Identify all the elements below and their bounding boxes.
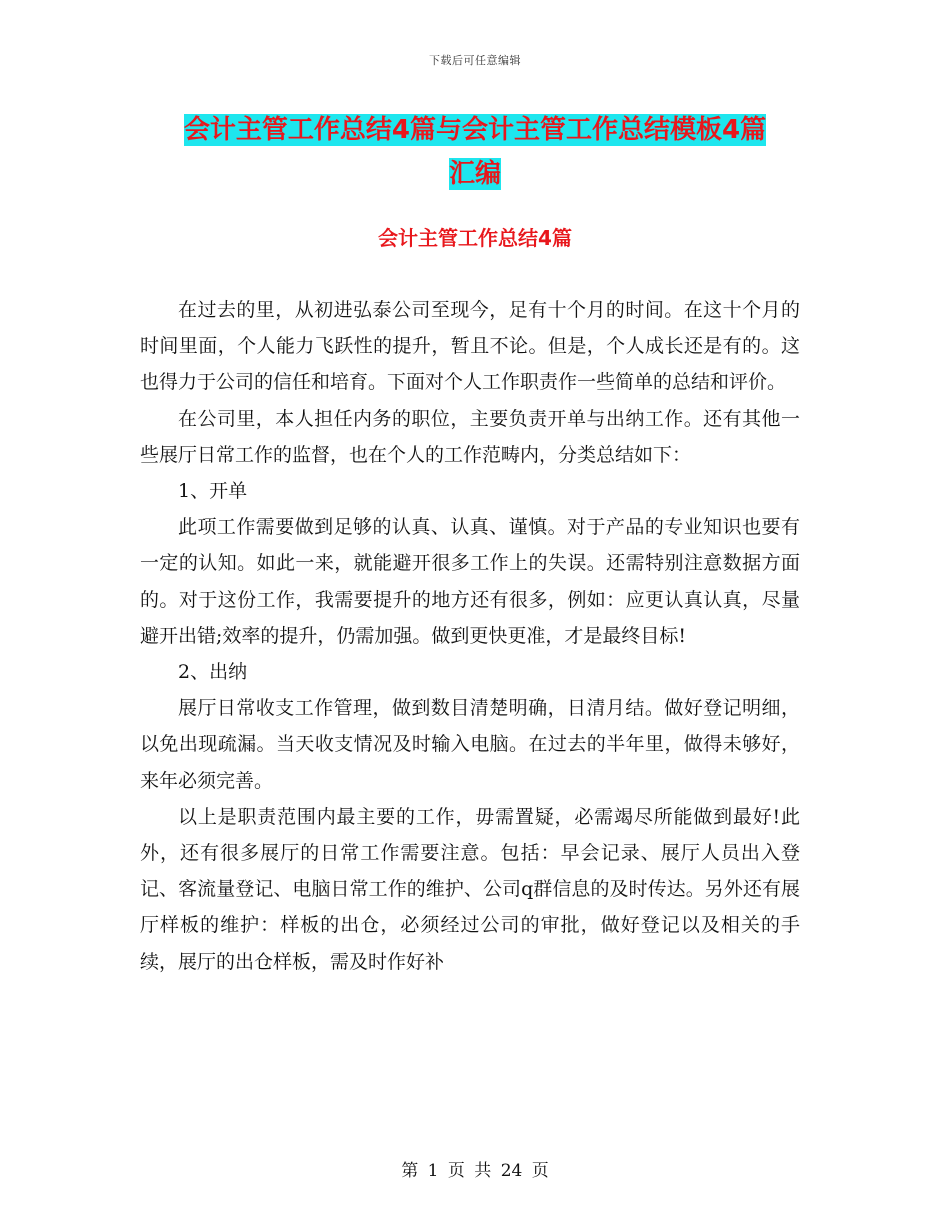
document-title-line-1: 会计主管工作总结4篇与会计主管工作总结模板4篇	[183, 115, 767, 145]
page-footer: 第 1 页 共 24 页	[401, 1161, 549, 1181]
paragraph-6: 展厅日常收支工作管理，做到数目清楚明确，日清月结。做好登记明细，以免出现疏漏。当天收支情况及时输入电脑。在过去的半年里，做得未够好，来年必须完善。	[140, 697, 800, 792]
paragraph-2: 在公司里，本人担任内务的职位，主要负责开单与出纳工作。还有其他一些展厅日常工作的监督，也在个人的工作范畴内，分类总结如下：	[140, 407, 800, 466]
document-title-line-2: 汇编	[448, 159, 501, 189]
paragraph-7: 以上是职责范围内最主要的工作，毋需置疑，必需竭尽所能做到最好!此外，还有很多展厅的日常工作需要注意。包括：早会记录、展厅人员出入登记、客流量登记、电脑日常工作的维护、公司q群信息的及时传达。另外还有展厅样板的维护：样板的出仓，必须经过公司的审批，做好登记以及相关的手续，展厅的出仓样板，需及时作好补	[140, 805, 800, 973]
paragraph-3: 1、开单	[178, 480, 248, 503]
paragraph-1: 在过去的里，从初进弘泰公司至现今，足有十个月的时间。在这十个月的时间里面，个人能力飞跃性的提升，暂且不论。但是，个人成长还是有的。这也得力于公司的信任和培育。下面对个人工作职责作一些简单的总结和评价。	[140, 299, 800, 394]
paragraph-4: 此项工作需要做到足够的认真、认真、谨慎。对于产品的专业知识也要有一定的认知。如此一来，就能避开很多工作上的失误。还需特别注意数据方面的。对于这份工作，我需要提升的地方还有很多，例如：应更认真认真，尽量避开出错;效率的提升，仍需加强。做到更快更准，才是最终目标!	[140, 516, 800, 647]
header-note: 下载后可任意编辑	[429, 54, 521, 67]
section-title: 会计主管工作总结4篇	[378, 226, 572, 250]
paragraph-5: 2、出纳	[178, 661, 248, 684]
body-text	[140, 292, 800, 980]
document-title	[140, 108, 810, 196]
